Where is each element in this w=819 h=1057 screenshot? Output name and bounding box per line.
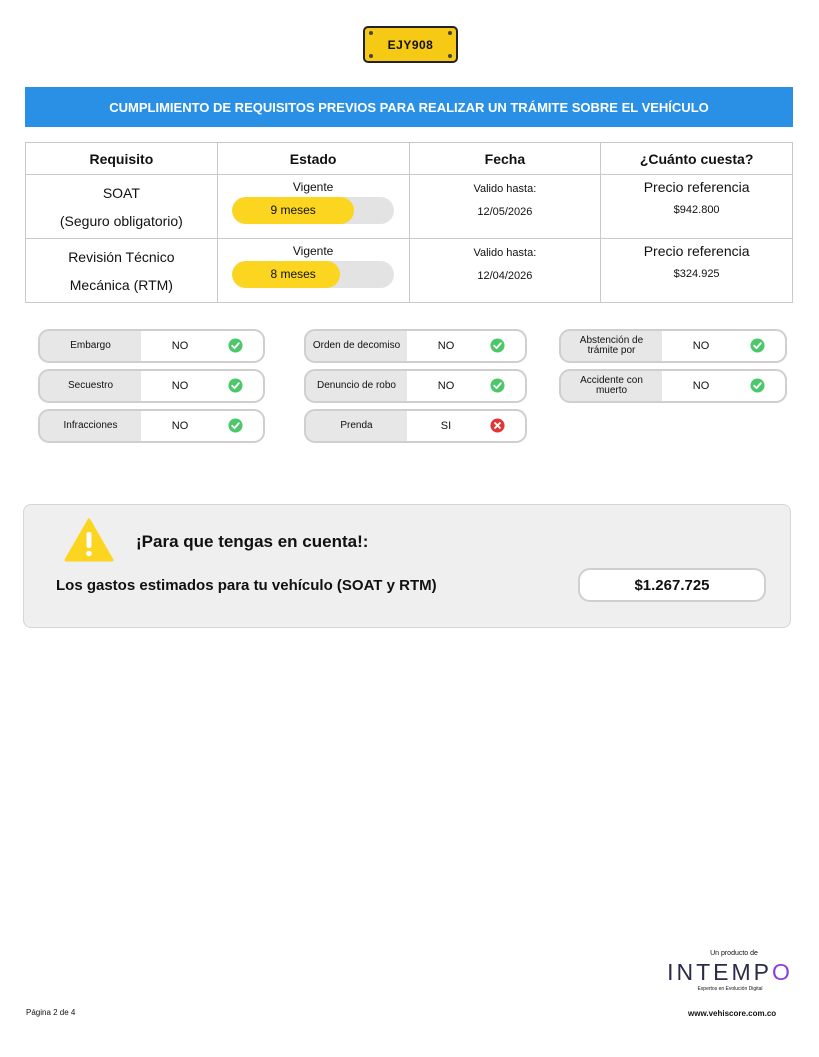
check-infracciones — [38, 409, 265, 443]
header-costo: ¿Cuánto cuesta? — [601, 143, 793, 175]
warning-icon — [64, 518, 114, 562]
check-secuestro — [38, 369, 265, 403]
status-label: Vigente — [292, 180, 334, 194]
requirement-name-line2: (Seguro obligatorio) — [59, 213, 183, 229]
date-cell — [409, 175, 601, 239]
validity-remaining: 9 meses — [270, 203, 316, 217]
check-abstencion — [559, 329, 787, 363]
price-value: $324.925 — [673, 268, 720, 280]
check-label: Accidente con muerto — [580, 375, 643, 396]
check-label: Prenda — [340, 420, 373, 431]
plate-bolt — [448, 54, 452, 58]
date-cell — [409, 239, 601, 303]
check-value-text: NO — [171, 420, 189, 432]
price-label: Precio referencia — [643, 243, 750, 259]
requirement-name-line2: Mecánica (RTM) — [69, 277, 173, 293]
notice-box — [23, 504, 791, 628]
check-embargo — [38, 329, 265, 363]
check-value — [662, 331, 785, 361]
brand-name — [660, 959, 800, 985]
banner-title: CUMPLIMIENTO DE REQUISITOS PREVIOS PARA REALIZAR UN TRÁMITE SOBRE EL VEHÍCULO — [109, 99, 709, 115]
check-label: Embargo — [70, 340, 111, 351]
brand-pre: Un producto de — [710, 950, 758, 957]
header-requisito: Requisito — [26, 143, 218, 175]
check-robo — [304, 369, 527, 403]
notice-text: Los gastos estimados para tu vehículo (SOAT y RTM) — [56, 577, 437, 594]
check-value-text: NO — [437, 380, 455, 392]
notice-title: ¡Para que tengas en cuenta!: — [136, 532, 369, 551]
check-value — [407, 371, 525, 401]
check-label: Orden de decomiso — [312, 340, 401, 351]
status-label: Vigente — [292, 244, 334, 258]
check-prenda — [304, 409, 527, 443]
check-circle-icon — [750, 338, 765, 353]
check-label: Denuncio de robo — [317, 380, 396, 391]
website-url: www.vehiscore.com.co — [688, 1009, 777, 1018]
plate-number: EJY908 — [387, 37, 434, 52]
license-plate — [363, 26, 458, 63]
total-amount-value: $1.267.725 — [634, 576, 710, 594]
plate-bolt — [369, 54, 373, 58]
check-value-text: NO — [692, 340, 710, 352]
header-fecha: Fecha — [409, 143, 601, 175]
check-decomiso — [304, 329, 527, 363]
check-value-text: NO — [437, 340, 455, 352]
check-circle-icon — [228, 418, 243, 433]
section-banner — [25, 87, 793, 127]
check-value-text: NO — [692, 380, 710, 392]
validity-bar — [232, 261, 394, 288]
check-value-text: SI — [440, 420, 452, 432]
table-header-row — [26, 143, 793, 175]
validity-remaining: 8 meses — [270, 267, 316, 281]
requirement-name-line1: Revisión Técnico — [68, 249, 175, 265]
price-value: $942.800 — [673, 204, 720, 216]
check-value — [662, 371, 785, 401]
brand-logo — [660, 950, 800, 992]
price-cell — [601, 239, 793, 303]
requirement-name — [26, 175, 218, 239]
requirement-name-line1: SOAT — [102, 185, 140, 201]
table-row — [26, 175, 793, 239]
check-circle-icon — [490, 378, 505, 393]
header-estado: Estado — [217, 143, 409, 175]
check-value — [141, 411, 263, 441]
check-value — [141, 371, 263, 401]
check-accidente — [559, 369, 787, 403]
check-circle-icon — [228, 378, 243, 393]
check-value-text: NO — [171, 340, 189, 352]
check-value — [141, 331, 263, 361]
check-label: Infracciones — [63, 420, 118, 431]
date-label: Valido hasta: — [473, 183, 537, 195]
table-row — [26, 239, 793, 303]
price-cell — [601, 175, 793, 239]
requirement-name — [26, 239, 218, 303]
check-circle-icon — [228, 338, 243, 353]
check-value-text: NO — [171, 380, 189, 392]
date-value: 12/05/2026 — [477, 206, 533, 218]
brand-tagline: Expertos en Evolución Digital — [697, 986, 763, 992]
brand-name-o: O — [772, 959, 793, 985]
check-value — [407, 331, 525, 361]
validity-bar — [232, 197, 394, 224]
check-circle-icon — [490, 338, 505, 353]
total-amount — [578, 568, 766, 602]
brand-name-main: INTEMP — [667, 959, 772, 985]
status-cell — [217, 239, 409, 303]
x-circle-icon — [490, 418, 505, 433]
check-label: Abstención de trámite por — [579, 335, 644, 356]
date-label: Valido hasta: — [473, 247, 537, 259]
date-value: 12/04/2026 — [477, 270, 533, 282]
page-number: Página 2 de 4 — [26, 1008, 76, 1017]
check-label: Secuestro — [67, 380, 114, 391]
requirements-table — [25, 142, 793, 303]
price-label: Precio referencia — [643, 179, 750, 195]
status-cell — [217, 175, 409, 239]
check-value — [407, 411, 525, 441]
check-circle-icon — [750, 378, 765, 393]
